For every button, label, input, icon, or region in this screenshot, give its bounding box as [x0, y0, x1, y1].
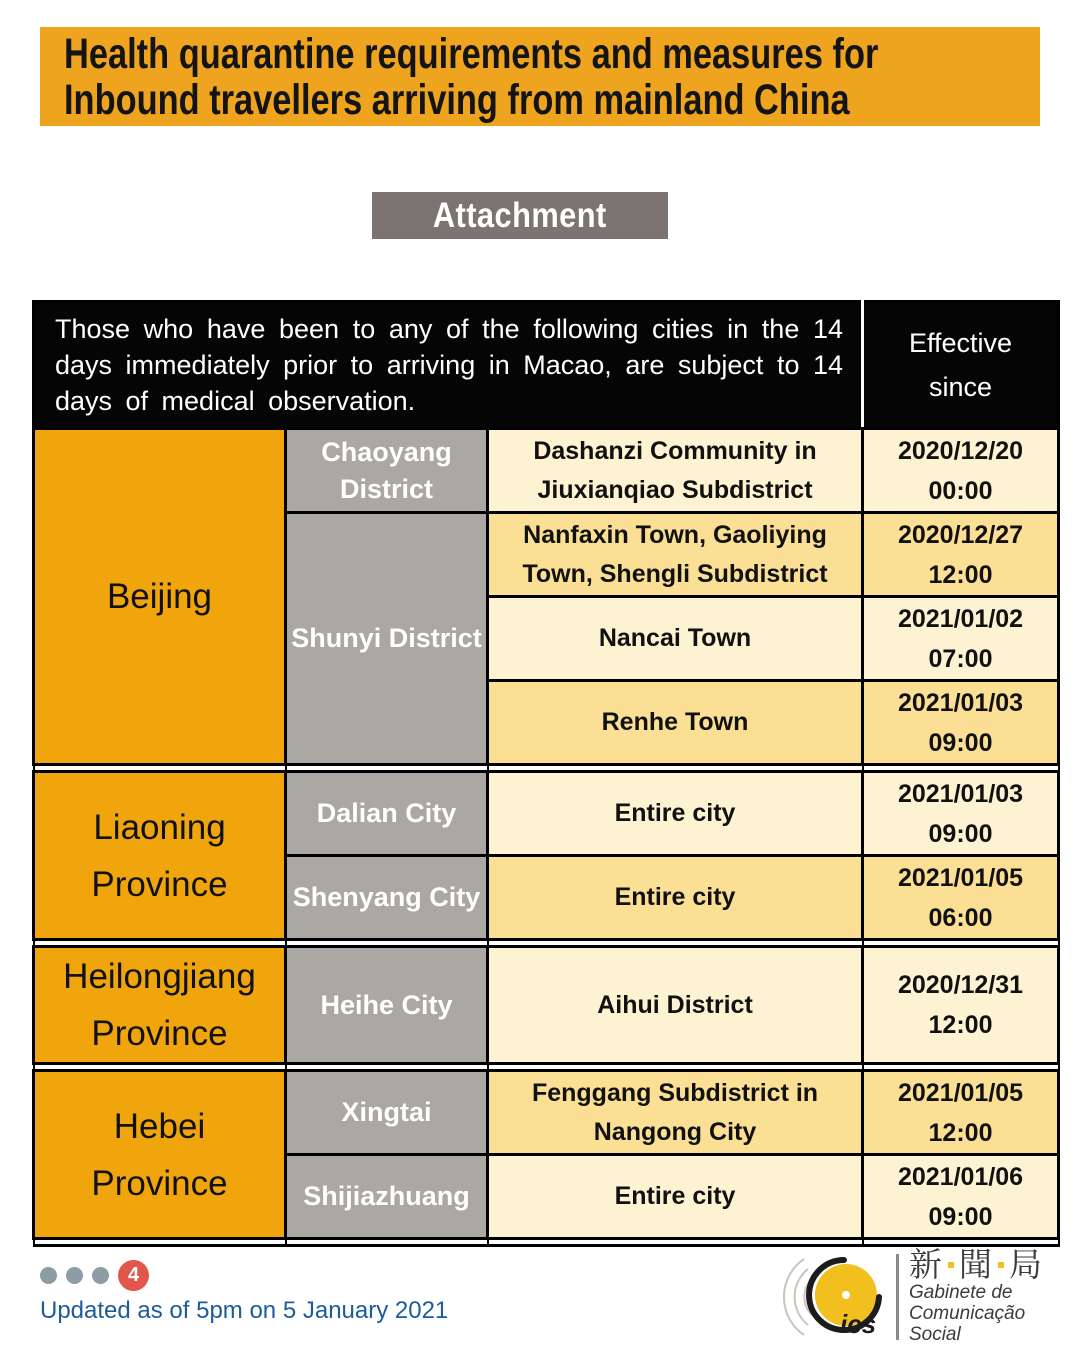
- area-cell: Dashanzi Community in Jiuxianqiao Subdistrict: [488, 429, 863, 513]
- table-header-effective-since: [863, 302, 1059, 429]
- logo-dot-icon: [948, 1262, 954, 1268]
- district-cell: Xingtai: [286, 1071, 488, 1155]
- effective-date: 2021/01/05: [897, 863, 1024, 892]
- area-cell: Aihui District: [488, 947, 863, 1064]
- effective-since-line-2: since: [929, 372, 993, 402]
- page-dot: [92, 1267, 109, 1284]
- effective-date: 2020/12/20: [897, 436, 1024, 465]
- page-indicator: [40, 1258, 149, 1292]
- page-dot: [66, 1267, 83, 1284]
- effective-date: 2021/01/05: [897, 1078, 1024, 1107]
- province-cell: Liaoning Province: [34, 772, 286, 940]
- effective-date: 2021/01/06: [897, 1162, 1024, 1191]
- table-header-row: [34, 302, 1059, 429]
- effective-since-line-1: Effective: [908, 328, 1013, 358]
- table-row: [34, 429, 1059, 513]
- logo-cn-char: 聞: [958, 1246, 993, 1283]
- effective-date-cell: [863, 681, 1059, 765]
- area-cell: Entire city: [488, 1155, 863, 1239]
- effective-time: 06:00: [928, 903, 993, 932]
- logo-cn-char: 局: [1008, 1246, 1043, 1283]
- effective-date-cell: [863, 772, 1059, 856]
- effective-date: 2021/01/02: [897, 604, 1024, 633]
- logo-wordmark-latin-1: Gabinete de: [908, 1282, 1013, 1303]
- area-cell: Entire city: [488, 856, 863, 940]
- table-row: [34, 1071, 1059, 1155]
- province-cell: Hebei Province: [34, 1071, 286, 1239]
- page-dot-active: [118, 1260, 149, 1291]
- district-cell: Dalian City: [286, 772, 488, 856]
- district-cell: Shenyang City: [286, 856, 488, 940]
- group-separator: [34, 765, 1059, 772]
- logo-wordmark: [909, 1248, 1080, 1345]
- effective-date-cell: [863, 1155, 1059, 1239]
- updated-timestamp: Updated as of 5pm on 5 January 2021: [40, 1297, 449, 1324]
- effective-date: 2020/12/31: [897, 971, 1024, 999]
- area-cell: Entire city: [488, 772, 863, 856]
- effective-time: 09:00: [928, 819, 993, 848]
- effective-date-cell: [863, 513, 1059, 597]
- district-cell: Shijiazhuang: [286, 1155, 488, 1239]
- table-bottom-border: [34, 1239, 1059, 1246]
- effective-date: 2021/01/03: [897, 688, 1024, 717]
- district-cell: Heihe City: [286, 947, 488, 1064]
- effective-date-cell: [863, 429, 1059, 513]
- effective-date-cell: [863, 1071, 1059, 1155]
- title-banner: [40, 27, 1040, 126]
- area-cell: Nancai Town: [488, 597, 863, 681]
- area-cell: Nanfaxin Town, Gaoliying Town, Shengli Subdistrict: [488, 513, 863, 597]
- page-dot: [40, 1267, 57, 1284]
- effective-time: 12:00: [928, 1011, 993, 1039]
- effective-time: 07:00: [928, 644, 993, 673]
- attachment-label: Attachment: [433, 195, 607, 235]
- page-title-line-2: Inbound travellers arriving from mainland China: [64, 75, 850, 124]
- logo-dot-icon: [998, 1262, 1004, 1268]
- logo-cn-char: 新: [908, 1246, 943, 1283]
- effective-date: 2020/12/27: [897, 520, 1024, 549]
- logo-monogram: ics: [840, 1308, 877, 1339]
- gcs-logo-mark: [782, 1251, 886, 1343]
- effective-time: 09:00: [928, 1202, 993, 1231]
- table-row: [34, 947, 1059, 1064]
- district-cell: Chaoyang District: [286, 429, 488, 513]
- logo-center-dot: [842, 1291, 850, 1299]
- district-cell: Shunyi District: [286, 513, 488, 765]
- area-cell: Renhe Town: [488, 681, 863, 765]
- quarantine-table: [32, 300, 1060, 1247]
- logo-divider: [896, 1254, 899, 1340]
- gcs-logo: [782, 1248, 1080, 1345]
- province-cell: Beijing: [34, 429, 286, 765]
- effective-date-cell: [863, 947, 1059, 1064]
- gcs-logo-graphic: [782, 1251, 886, 1343]
- effective-time: 12:00: [928, 1118, 993, 1147]
- logo-wordmark-latin-2: Comunicação Social: [908, 1303, 1026, 1345]
- effective-date-cell: [863, 856, 1059, 940]
- effective-time: 09:00: [928, 728, 993, 757]
- province-cell: Heilongjiang Province: [34, 947, 286, 1064]
- effective-date-cell: [863, 597, 1059, 681]
- group-separator: [34, 1064, 1059, 1071]
- logo-wordmark-chinese: [909, 1248, 1080, 1282]
- attachment-badge: [372, 192, 668, 239]
- area-cell: Fenggang Subdistrict in Nangong City: [488, 1071, 863, 1155]
- table-header-description: Those who have been to any of the following cities in the 14 days immediately prior to arriving in Macao, are subject to 14 days of medical observation.: [34, 302, 863, 429]
- effective-time: 12:00: [928, 560, 993, 589]
- page-title-line-1: Health quarantine requirements and measures for: [64, 29, 879, 78]
- group-separator: [34, 940, 1059, 947]
- page-number: 4: [127, 1263, 140, 1286]
- table-row: [34, 772, 1059, 856]
- effective-date: 2021/01/03: [897, 779, 1024, 808]
- effective-time: 00:00: [928, 476, 993, 505]
